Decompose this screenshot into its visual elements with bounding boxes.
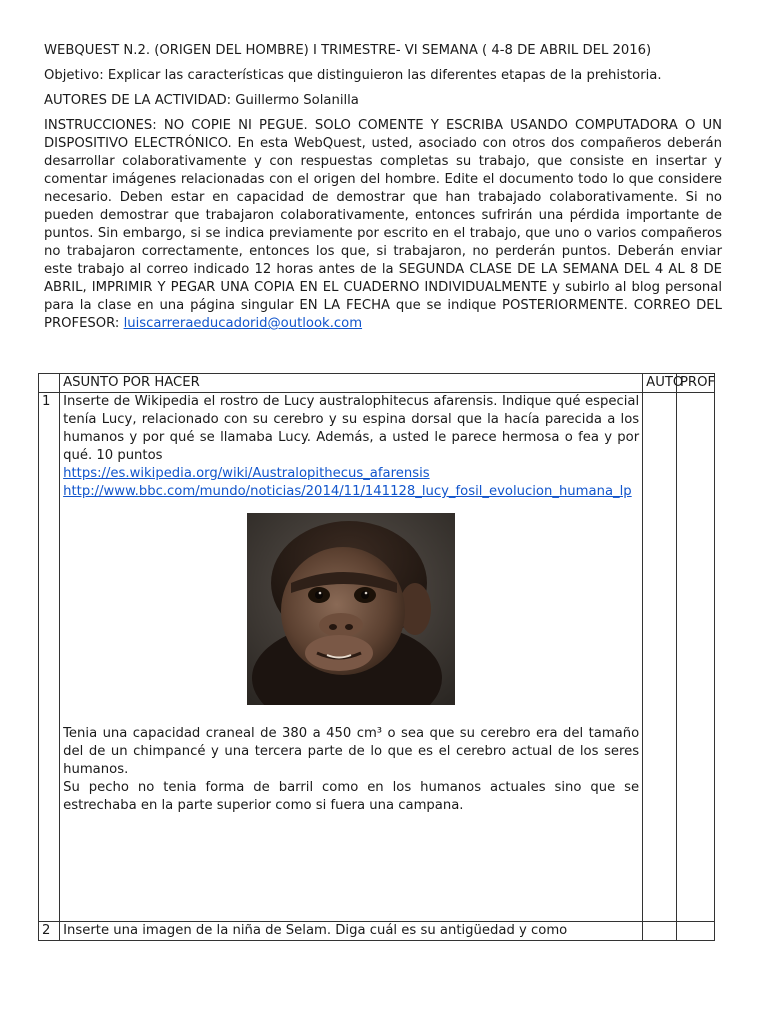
table-row [39, 393, 715, 922]
header-task-cell: ASUNTO POR HACER [60, 374, 643, 393]
row-prof-cell[interactable] [676, 922, 714, 941]
wikipedia-link[interactable]: https://es.wikipedia.org/wiki/Australopithecus_afarensis [63, 466, 430, 481]
lucy-image-container [63, 513, 639, 711]
row-prof-cell[interactable] [676, 393, 714, 922]
answer-chest: Su pecho no tenia forma de barril como en los humanos actuales sino que se estrechaba en la parte superior como si fuera una campana. [63, 780, 640, 813]
row-auto-cell[interactable] [643, 922, 677, 941]
row-task-cell: Inserte una imagen de la niña de Selam. Diga cuál es su antigüedad y como [60, 922, 643, 941]
row-number-cell: 2 [39, 922, 60, 941]
document-title: WEBQUEST N.2. (ORIGEN DEL HOMBRE) I TRIMESTRE- VI SEMANA ( 4-8 DE ABRIL DEL 2016) [44, 43, 652, 58]
header-number-cell [39, 374, 60, 393]
answer-brain: Tenia una capacidad craneal de 380 a 450 cm³ o sea que su cerebro era del tamaño del de un chimpancé y una tercera parte de lo que es el cerebro actual de los seres humanos. [63, 726, 640, 777]
row-auto-cell[interactable] [643, 393, 677, 922]
document-header [44, 42, 722, 333]
task-instructions: Inserte de Wikipedia el rostro de Lucy australophitecus afarensis. Indique qué especial tenía Lucy, relacionado con su cerebro y su espina dorsal que la hacía parecida a los humanos y por qué se llamaba Lucy. Además, a usted le parece hermosa o fea y por qué. 10 puntos [63, 394, 640, 463]
table-row [39, 922, 715, 941]
row-number-cell: 1 [39, 393, 60, 922]
header-auto-cell: AUTO [643, 374, 677, 393]
lucy-face-image [247, 513, 455, 705]
instructions-body: INSTRUCCIONES: NO COPIE NI PEGUE. SOLO COMENTE Y ESCRIBA USANDO COMPUTADORA O UN DISPOSITIVO ELECTRÓNICO. En esta WebQuest, usted, asociado con otros dos compañeros deberán desarrollar colaborativamente y con respuestas completas su trabajo, que consiste en insertar y comentar imágenes relacionadas con el origen del hombre. Edite el documento todo lo que considere necesario. Deben estar en capacidad de demostrar que han trabajado colaborativamente. Si no pueden demostrar que trabajaron colaborativamente, entonces sufrirán una pérdida importante de puntos. Sin embargo, si se indica previamente por escrito en el trabajo, que uno o varios compañeros no trabajaron correctamente, entonces los que, si trabajaron, no perderán puntos. Deberán enviar este trabajo al correo indicado 12 horas antes de la SEGUNDA CLASE DE LA SEMANA DEL 4 AL 8 DE ABRIL, IMPRIMIR Y PEGAR UNA COPIA EN EL CUADERNO INDIVIDUALMENTE y subirlo al blog personal para la clase en una página singular EN LA FECHA que se indique POSTERIORMENTE. CORREO DEL PROFESOR: [44, 118, 722, 331]
professor-email-link[interactable]: luiscarreraeducadorid@outlook.com [123, 316, 363, 331]
objective-text: Objetivo: Explicar las características que distinguieron las diferentes etapas de la prehistoria. [44, 68, 662, 83]
row-task-cell [60, 393, 643, 922]
instructions-text [44, 117, 722, 333]
table-header-row [39, 374, 715, 393]
lucy-face-illustration [247, 513, 455, 705]
bbc-link[interactable]: http://www.bbc.com/mundo/noticias/2014/11/141128_lucy_fosil_evolucion_humana_lp [63, 484, 632, 499]
authors-text: AUTORES DE LA ACTIVIDAD: Guillermo Solanilla [44, 93, 359, 108]
tasks-table [38, 373, 715, 941]
header-prof-cell: PROF [676, 374, 714, 393]
